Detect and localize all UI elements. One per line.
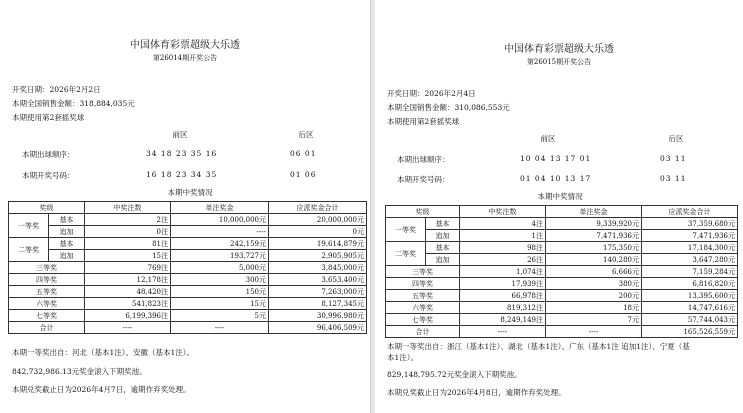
unit-prize: 9,339,920元 (546, 218, 642, 230)
prize-level: 七等奖 (9, 310, 85, 322)
prize-level: 六等奖 (9, 298, 85, 310)
prize-total: 7,159,284元 (642, 266, 738, 278)
col-header: 中奖注数 (460, 206, 546, 218)
table-row (9, 286, 367, 298)
announcement-26015 (375, 0, 743, 413)
col-header: 单注奖金 (171, 202, 269, 214)
prize-level: 五等奖 (386, 290, 460, 302)
winner-count: 81注 (85, 238, 171, 250)
winning-label: 本期开奖号码： (22, 171, 75, 180)
order-back-numbers: 06 01 (290, 149, 317, 158)
prize-total: 19,614,879元 (269, 238, 367, 250)
unit-prize: 175,350元 (546, 242, 642, 254)
prize-total: 6,816,820元 (642, 278, 738, 290)
prize-level: 五等奖 (9, 286, 85, 298)
col-header: 中奖注数 (85, 202, 171, 214)
unit-prize: 300元 (171, 274, 269, 286)
unit-prize: 5,000元 (171, 262, 269, 274)
prize-total: 17,184,300元 (642, 242, 738, 254)
col-header: 应派奖金合计 (642, 206, 738, 218)
lottery-title: 中国体育彩票超级大乐透 (504, 44, 614, 55)
order-label: 本期出球顺序： (397, 155, 450, 164)
rollover-amount: 829,148,795.72元奖金滚入下期奖池。 (387, 370, 522, 379)
rollover-amount: 842,732,986.13元奖金滚入下期奖池。 (12, 367, 147, 376)
col-header: 奖级 (386, 206, 460, 218)
winning-back-numbers: 03 11 (660, 174, 687, 183)
prize-total: 14,747,616元 (642, 302, 738, 314)
issue-subtitle: 第26014期开奖公告 (152, 54, 218, 62)
order-back-numbers: 03 11 (660, 154, 687, 163)
unit-prize: 5元 (171, 310, 269, 322)
table-row (9, 298, 367, 310)
table-header-row (386, 206, 738, 218)
unit-prize: 200元 (546, 290, 642, 302)
prize-level: 二等奖 (9, 238, 49, 262)
unit-prize: 18元 (546, 302, 642, 314)
unit-prize: 7元 (546, 314, 642, 326)
prize-total: 2,905,905元 (269, 250, 367, 262)
prize-type: 追加 (426, 254, 460, 266)
unit-prize: 150元 (171, 286, 269, 298)
winner-count: 819,312注 (460, 302, 546, 314)
table-row (386, 290, 738, 302)
winner-count: 2注 (85, 214, 171, 226)
winner-count: 1注 (460, 230, 546, 242)
prize-total: 3,647,280元 (642, 254, 738, 266)
table-row (386, 266, 738, 278)
prize-total: 57,744,043元 (642, 314, 738, 326)
winner-count: 6,199,396注 (85, 310, 171, 322)
prize-section-title: 本期中奖情况 (167, 188, 213, 197)
order-label: 本期出球顺序： (22, 150, 75, 159)
table-row (386, 242, 738, 254)
winner-count: 17,939注 (460, 278, 546, 290)
prize-level: 二等奖 (386, 242, 426, 266)
table-total-row (9, 322, 367, 334)
prize-type: 基本 (426, 218, 460, 230)
table-row (9, 238, 367, 250)
unit-prize: 7,471,936元 (546, 230, 642, 242)
prize-section-title: 本期中奖情况 (537, 192, 583, 201)
front-zone-label: 前区 (540, 134, 556, 143)
prize-total: 7,471,936元 (642, 230, 738, 242)
prize-level: 四等奖 (386, 278, 460, 290)
winner-count: 98注 (460, 242, 546, 254)
table-row (386, 278, 738, 290)
table-row (9, 310, 367, 322)
winner-count: 541,823注 (85, 298, 171, 310)
winning-label: 本期开奖号码： (397, 175, 450, 184)
unit-prize: 6,666元 (546, 266, 642, 278)
prize-total: 30,996,980元 (269, 310, 367, 322)
first-prize-origin: 本期一等奖出自：河北（基本1注）、安徽（基本1注）。 (12, 348, 195, 357)
winner-count: 48,420注 (85, 286, 171, 298)
prize-level: 一等奖 (386, 218, 426, 242)
prize-table (8, 201, 367, 334)
unit-prize: 380元 (546, 278, 642, 290)
winner-count: ---- (460, 326, 546, 338)
table-row (386, 254, 738, 266)
front-zone-label: 前区 (172, 130, 188, 139)
unit-prize: 15元 (171, 298, 269, 310)
prize-total: 3,845,000元 (269, 262, 367, 274)
unit-prize: ---- (546, 326, 642, 338)
ball-set: 本期使用第2套摇奖球 (387, 117, 460, 126)
winner-count: 8,249,149注 (460, 314, 546, 326)
prize-level: 一等奖 (9, 214, 49, 238)
prize-level: 三等奖 (386, 266, 460, 278)
winning-back-numbers: 01 06 (290, 170, 317, 179)
prize-type: 基本 (49, 238, 85, 250)
prize-level: 合计 (386, 326, 460, 338)
unit-prize: 193,727元 (171, 250, 269, 262)
table-row (9, 274, 367, 286)
unit-prize: 10,000,000元 (171, 214, 269, 226)
col-header: 奖级 (9, 202, 85, 214)
winner-count: 0注 (85, 226, 171, 238)
first-prize-origin: 本期一等奖出自：浙江（基本1注）、湖北（基本1注）、广东（基本1注 追加1注）、宁夏（基 (387, 342, 690, 351)
prize-total: 20,000,000元 (269, 214, 367, 226)
prize-level: 合计 (9, 322, 85, 334)
sales-amount: 本期全国销售金额：318,884,035元 (12, 99, 135, 108)
prize-table (385, 205, 738, 338)
prize-type: 追加 (426, 230, 460, 242)
prize-level: 六等奖 (386, 302, 460, 314)
prize-type: 基本 (426, 242, 460, 254)
claim-deadline: 本期兑奖截止日为2026年4月7日，逾期作弃奖处理。 (12, 385, 191, 394)
ball-set: 本期使用第2套摇奖球 (12, 113, 85, 122)
winner-count: 26注 (460, 254, 546, 266)
col-header: 单注奖金 (546, 206, 642, 218)
table-row (9, 214, 367, 226)
unit-prize: 242,159元 (171, 238, 269, 250)
sales-amount: 本期全国销售金额：310,086,553元 (387, 103, 510, 112)
winner-count: 1,074注 (460, 266, 546, 278)
table-row (9, 262, 367, 274)
first-prize-origin-cont: 本1注）。 (387, 353, 419, 362)
winner-count: 12,178注 (85, 274, 171, 286)
back-zone-label: 后区 (298, 130, 314, 139)
claim-deadline: 本期兑奖截止日为2026年4月8日，逾期作弃奖处理。 (387, 388, 566, 397)
prize-type: 追加 (49, 250, 85, 262)
prize-type: 基本 (49, 214, 85, 226)
winner-count: 66,978注 (460, 290, 546, 302)
prize-level: 七等奖 (386, 314, 460, 326)
announcement-26014 (0, 0, 370, 413)
prize-total: 96,406,509元 (269, 322, 367, 334)
prize-total: 0元 (269, 226, 367, 238)
winner-count: 4注 (460, 218, 546, 230)
table-row (386, 314, 738, 326)
unit-prize: ---- (171, 322, 269, 334)
table-row (9, 250, 367, 262)
table-header-row (9, 202, 367, 214)
col-header: 应派奖金合计 (269, 202, 367, 214)
winner-count: 769注 (85, 262, 171, 274)
order-front-numbers: 10 04 13 17 01 (520, 154, 592, 163)
prize-level: 四等奖 (9, 274, 85, 286)
page-divider (370, 0, 371, 413)
issue-subtitle: 第26015期开奖公告 (526, 58, 592, 66)
table-row (386, 230, 738, 242)
prize-total: 7,263,000元 (269, 286, 367, 298)
prize-type: 追加 (49, 226, 85, 238)
table-total-row (386, 326, 738, 338)
prize-total: 165,526,559元 (642, 326, 738, 338)
order-front-numbers: 34 18 23 35 16 (146, 149, 218, 158)
table-row (386, 302, 738, 314)
prize-total: 37,359,680元 (642, 218, 738, 230)
winner-count: ---- (85, 322, 171, 334)
back-zone-label: 后区 (668, 134, 684, 143)
winning-front-numbers: 16 18 23 34 35 (146, 170, 218, 179)
winner-count: 15注 (85, 250, 171, 262)
winning-front-numbers: 01 04 10 13 17 (520, 174, 592, 183)
table-row (386, 218, 738, 230)
lottery-title: 中国体育彩票超级大乐透 (130, 40, 240, 51)
draw-date: 开奖日期：2026年2月4日 (387, 89, 476, 98)
prize-total: 8,127,345元 (269, 298, 367, 310)
prize-total: 3,653,400元 (269, 274, 367, 286)
table-row (9, 226, 367, 238)
unit-prize: ---- (171, 226, 269, 238)
prize-total: 13,395,600元 (642, 290, 738, 302)
prize-level: 三等奖 (9, 262, 85, 274)
unit-prize: 140,280元 (546, 254, 642, 266)
draw-date: 开奖日期：2026年2月2日 (12, 85, 101, 94)
